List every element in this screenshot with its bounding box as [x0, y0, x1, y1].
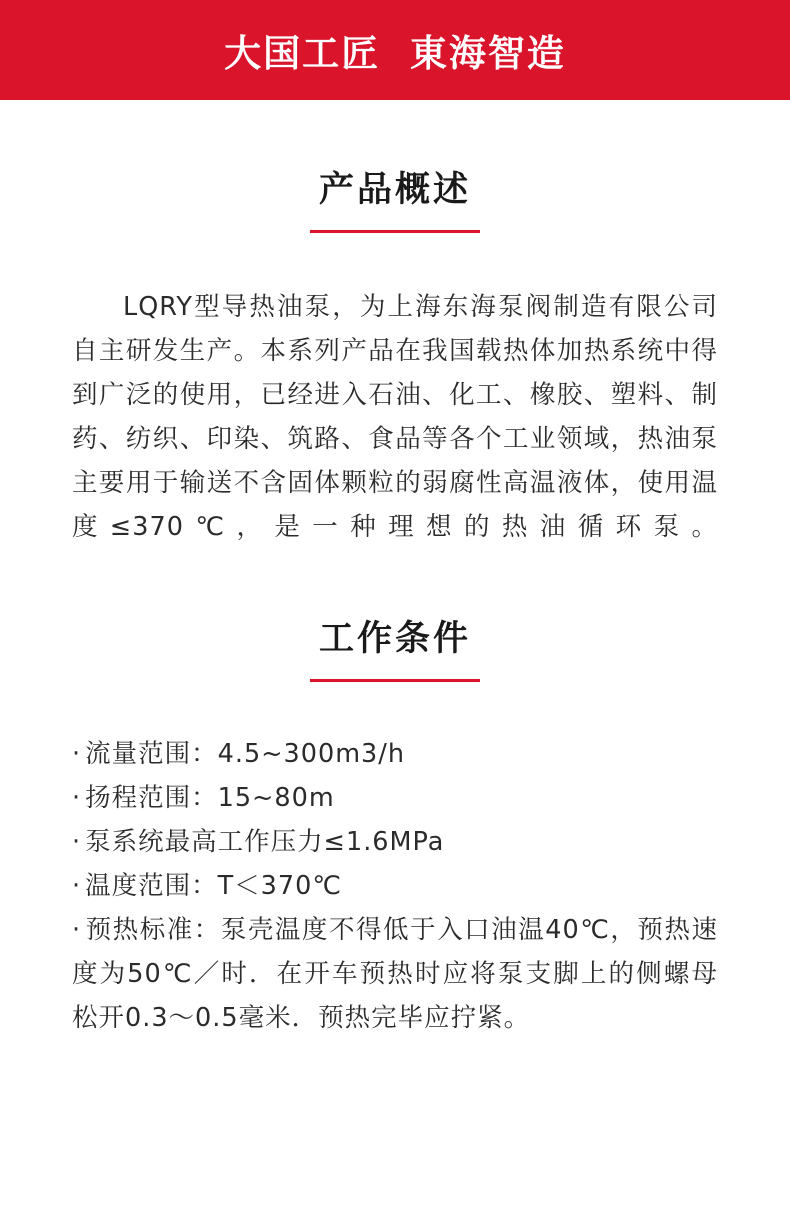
bullet-icon: ·: [72, 871, 82, 901]
section-heading-overview: [0, 162, 790, 233]
list-item-text: 扬程范围：15~80m: [85, 783, 335, 813]
bullet-icon: ·: [72, 783, 82, 813]
list-item: [72, 864, 718, 908]
list-item-text: 流量范围：4.5~300m3/h: [85, 739, 406, 769]
list-item: [72, 908, 718, 1040]
overview-block: [72, 285, 718, 549]
list-item-text: 预热标准：泵壳温度不得低于入口油温40℃，预热速度为50℃／时．在开车预热时应将泵支脚上的侧螺母松开0.3～0.5毫米．预热完毕应拧紧。: [72, 915, 718, 1033]
working-conditions-heading-rule: [310, 679, 480, 682]
overview-paragraph: LQRY型导热油泵，为上海东海泵阀制造有限公司自主研发生产。本系列产品在我国载热体加热系统中得到广泛的使用，已经进入石油、化工、橡胶、塑料、制药、纺织、印染、筑路、食品等各个工业领域，热油泵主要用于输送不含固体颗粒的弱腐性高温液体，使用温度≤370℃，是一种理想的热油循环泵。: [72, 292, 718, 542]
bottom-spacer: [0, 1040, 790, 1080]
list-item: [72, 776, 718, 820]
working-conditions-heading-text: 工作条件: [318, 619, 471, 659]
section-heading-working-conditions: [0, 611, 790, 682]
working-conditions-list: [72, 732, 718, 1040]
banner-title: 大国工匠 東海智造: [224, 32, 566, 75]
list-item-text: 温度范围：T＜370℃: [85, 871, 342, 901]
overview-heading-text: 产品概述: [318, 170, 471, 210]
list-item: [72, 732, 718, 776]
bullet-icon: ·: [72, 915, 82, 945]
list-item-text: 泵系统最高工作压力≤1.6MPa: [85, 827, 445, 857]
top-banner: [0, 0, 790, 100]
list-item: [72, 820, 718, 864]
bullet-icon: ·: [72, 827, 82, 857]
bullet-icon: ·: [72, 739, 82, 769]
overview-heading-rule: [310, 230, 480, 233]
